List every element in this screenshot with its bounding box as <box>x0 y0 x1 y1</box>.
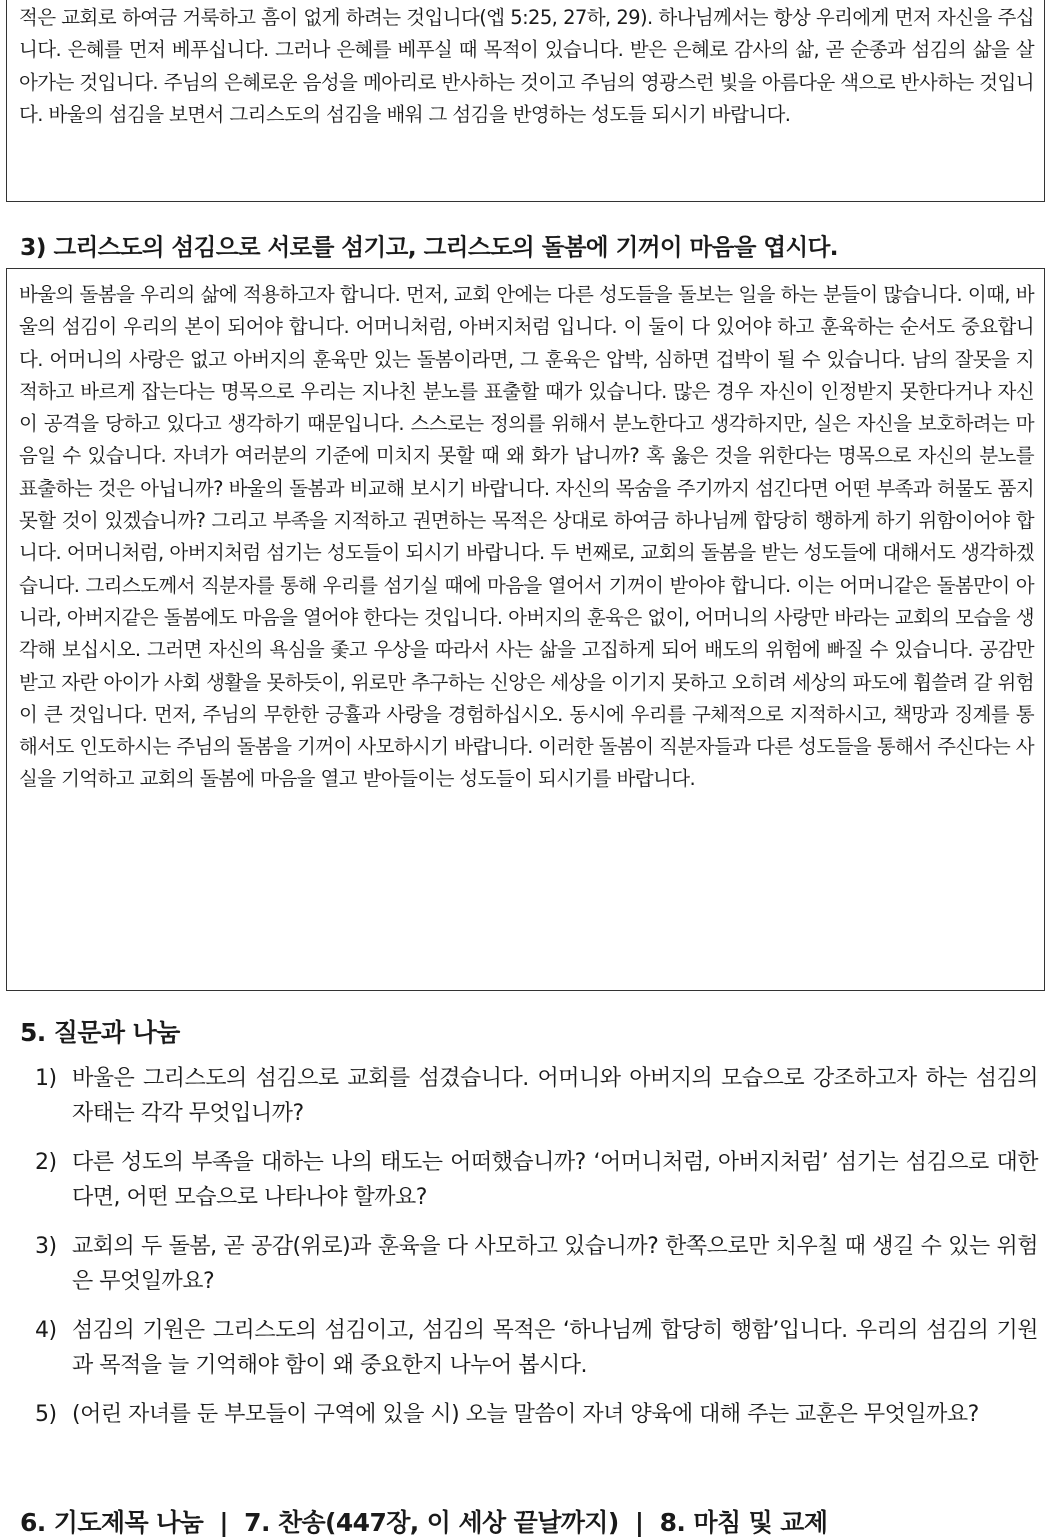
list-item <box>0 1397 1055 1432</box>
list-item <box>0 1061 1055 1131</box>
question-number: 4) <box>35 1318 57 1343</box>
question-text: 교회의 두 돌봄, 곧 공감(위로)과 훈육을 다 사모하고 있습니까? 한쪽으로만 치우칠 때 생길 수 있는 위험은 무엇일까요? <box>72 1234 1038 1294</box>
paragraph-text: 적은 교회로 하여금 거룩하고 흠이 없게 하려는 것입니다(엡 5:25, 27하, 29). 하나님께서는 항상 우리에게 먼저 자신을 주십니다. 은혜를 먼저 베푸십니다. 그러나 은혜를 베푸실 때 목적이 있습니다. 받은 은혜로 감사의 삶, 곧 순종과 섬김의 삶을 살아가는 것입니다. 주님의 은혜로운 음성을 메아리로 반사하는 것이고 주님의 영광스런 빛을 아름다운 색으로 반사하는 것입니다. 바울의 섬김을 보면서 그리스도의 섬김을 배워 그 섬김을 반영하는 성도들 되시기 바랍니다. <box>19 6 1034 126</box>
paragraph-text: 바울의 돌봄을 우리의 삶에 적용하고자 합니다. 먼저, 교회 안에는 다른 성도들을 돌보는 일을 하는 분들이 많습니다. 이때, 바울의 섬김이 우리의 본이 되어야 합니다. 어머니처럼, 아버지처럼 입니다. 이 둘이 다 있어야 하고 훈육하는 순서도 중요합니다. 어머니의 사랑은 없고 아버지의 훈육만 있는 돌봄이라면, 그 훈육은 압박, 심하면 겁박이 될 수 있습니다. 남의 잘못을 지적하고 바르게 잡는다는 명목으로 우리는 지나친 분노를 표출할 때가 있습니다. 많은 경우 자신이 인정받지 못한다거나 자신이 공격을 당하고 있다고 생각하기 때문입니다. 스스로는 정의를 위해서 분노한다고 생각하지만, 실은 자신을 보호하려는 마음일 수 있습니다. 자녀가 여러분의 기준에 미치지 못할 때 왜 화가 납니까? 혹 옳은 것을 위한다는 명목으로 자신의 분노를 표출하는 것은 아닙니까? 바울의 돌봄과 비교해 보시기 바랍니다. 자신의 목숨을 주기까지 섬긴다면 어떤 부족과 허물도 품지 못할 것이 있겠습니까? 그리고 부족을 지적하고 권면하는 목적은 상대로 하여금 하나님께 합당히 행하게 하기 위함이어야 합니다. 어머니처럼, 아버지처럼 섬기는 성도들이 되시기 바랍니다. 두 번째로, 교회의 돌봄을 받는 성도들에 대해서도 생각하겠습니다. 그리스도께서 직분자를 통해 우리를 섬기실 때에 마음을 열어서 기꺼이 받아야 합니다. 이는 어머니같은 돌봄만이 아니라, 아버지같은 돌봄에도 마음을 열어야 한다는 것입니다. 아버지의 훈육은 없이, 어머니의 사랑만 바라는 교회의 모습을 생각해 보십시오. 그러면 자신의 욕심을 좇고 우상을 따라서 사는 삶을 고집하게 되어 배도의 위험에 빠질 수 있습니다. 공감만 받고 자란 아이가 사회 생활을 못하듯이, 위로만 추구하는 신앙은 세상을 이기지 못하고 오히려 세상의 파도에 휩쓸려 갈 위험이 큰 것입니다. 먼저, 주님의 무한한 긍휼과 사랑을 경험하십시오. 동시에 우리를 구체적으로 지적하시고, 책망과 징계를 통해서도 인도하시는 주님의 돌봄을 기꺼이 사모하시기 바랍니다. 이러한 돌봄이 직분자들과 다른 성도들을 통해서 주신다는 사실을 기억하고 교회의 돌봄에 마음을 열고 받아들이는 성도들이 되시기를 바랍니다. <box>19 283 1034 791</box>
question-number: 2) <box>35 1150 57 1175</box>
question-number: 1) <box>35 1066 57 1091</box>
question-number: 3) <box>35 1234 57 1259</box>
list-item <box>0 1229 1055 1299</box>
section-5-heading: 5. 질문과 나눔 <box>20 1018 180 1047</box>
question-text: (어린 자녀를 둔 부모들이 구역에 있을 시) 오늘 말씀이 자녀 양육에 대해 주는 교훈은 무엇일까요? <box>72 1402 979 1427</box>
question-number: 5) <box>35 1402 57 1427</box>
question-list <box>0 1061 1055 1446</box>
previous-section-text-box <box>6 0 1045 202</box>
list-item <box>0 1145 1055 1215</box>
question-text: 바울은 그리스도의 섬김으로 교회를 섬겼습니다. 어머니와 아버지의 모습으로 강조하고자 하는 섬김의 자태는 각각 무엇입니까? <box>72 1066 1038 1126</box>
section-3-heading: 3) 그리스도의 섬김으로 서로를 섬기고, 그리스도의 돌봄에 기꺼이 마음을 엽시다. <box>20 233 839 261</box>
closing-agenda-line: 6. 기도제목 나눔 | 7. 찬송(447장, 이 세상 끝날까지) | 8. 마침 및 교제 <box>20 1508 828 1537</box>
list-item <box>0 1313 1055 1383</box>
section-3-text-box <box>6 268 1045 991</box>
question-text: 섬김의 기원은 그리스도의 섬김이고, 섬김의 목적은 ‘하나님께 합당히 행함’입니다. 우리의 섬김의 기원과 목적을 늘 기억해야 함이 왜 중요한지 나누어 봅시다. <box>72 1318 1038 1378</box>
question-text: 다른 성도의 부족을 대하는 나의 태도는 어떠했습니까? ‘어머니처럼, 아버지처럼’ 섬기는 섬김으로 대한다면, 어떤 모습으로 나타나야 할까요? <box>72 1150 1038 1210</box>
